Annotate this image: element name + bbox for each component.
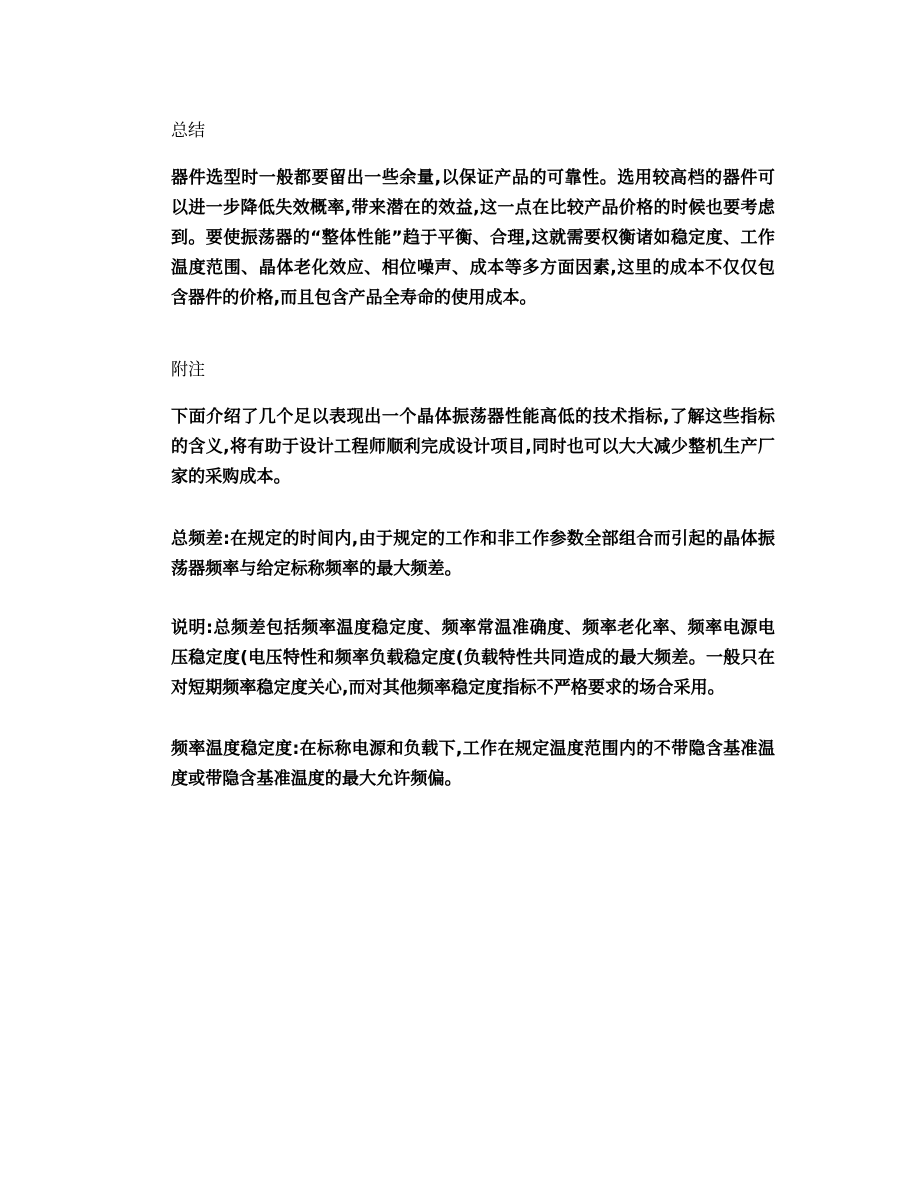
summary-heading: 总结: [171, 121, 205, 141]
total-frequency-paragraph: 总频差:在规定的时间内,由于规定的工作和非工作参数全部组合而引起的晶体振荡器频率与给定标称频率的最大频差。: [171, 529, 775, 579]
temperature-stability-paragraph: 频率温度稳定度:在标称电源和负载下,工作在规定温度范围内的不带隐含基准温度或带隐含基准温度的最大允许频偏。: [171, 739, 775, 789]
explanation-paragraph: 说明:总频差包括频率温度稳定度、频率常温准确度、频率老化率、频率电源电压稳定度(电压特性和频率负载稳定度(负载特性共同造成的最大频差。一般只在对短期频率稳定度关心,而对其他频率稳定度指标不严格要求的场合采用。: [171, 618, 775, 698]
note-paragraph: 下面介绍了几个足以表现出一个晶体振荡器性能高低的技术指标,了解这些指标的含义,将有助于设计工程师顺利完成设计项目,同时也可以大大减少整机生产厂家的采购成本。: [171, 407, 775, 487]
note-heading: 附注: [171, 360, 205, 380]
summary-paragraph: 器件选型时一般都要留出一些余量,以保证产品的可靠性。选用较高档的器件可以进一步降低失效概率,带来潜在的效益,这一点在比较产品价格的时候也要考虑到。要使振荡器的“整体性能”趋于平衡、合理,这就需要权衡诸如稳定度、工作温度范围、晶体老化效应、相位噪声、成本等多方面因素,这里的成本不仅仅包含器件的价格,而且包含产品全寿命的使用成本。: [171, 168, 775, 308]
